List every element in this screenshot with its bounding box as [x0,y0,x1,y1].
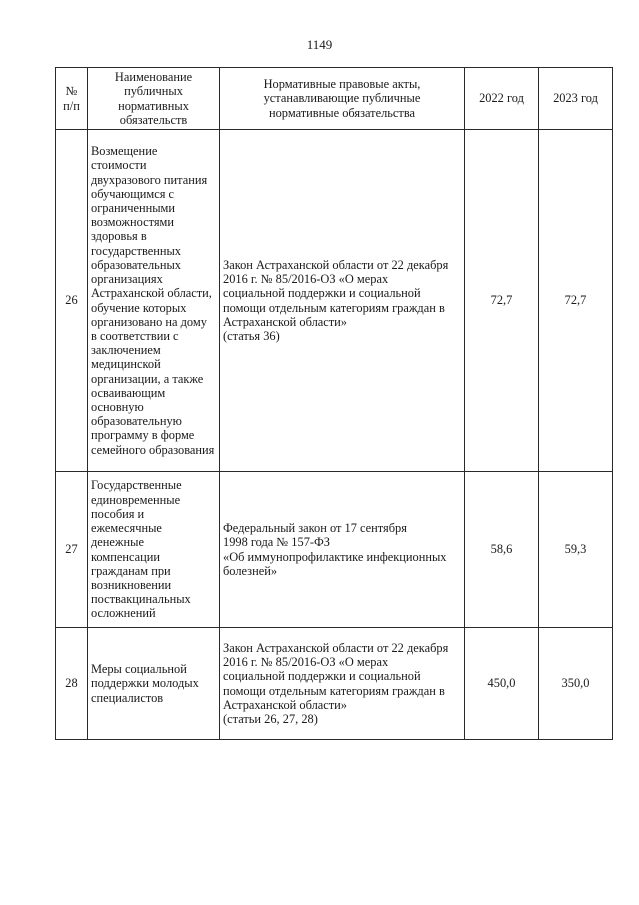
table-row [56,130,613,472]
table-row [56,472,613,628]
legal-acts: Закон Астраханской области от 22 декабря 2016 г. № 85/2016-ОЗ «О мерах социальной поддержки и социальной помощи отдельным категориям граждан в Астраханской области» (статьи 26, 27, 28) [220,628,465,740]
value-2023: 350,0 [539,628,613,740]
header-year-2023: 2023 год [539,68,613,130]
legal-acts: Федеральный закон от 17 сентября 1998 года № 157-ФЗ «Об иммунопрофилактике инфекционных болезней» [220,472,465,628]
value-2023: 59,3 [539,472,613,628]
page-number: 1149 [306,37,333,52]
obligation-name: Возмещение стоимости двухразового питания обучающимся с ограниченными возможностями здоровья в государственных образовательных организациях Астраханской области, обучение которых организовано на дому в соответствии с заключением медицинской организации, а также осваивающим основную образовательную программу в форме семейного образования [88,130,220,472]
row-number: 26 [56,130,88,472]
row-number: 28 [56,628,88,740]
header-year-2022: 2022 год [465,68,539,130]
header-acts: Нормативные правовые акты, устанавливающие публичные нормативные обязательства [220,68,465,130]
value-2023: 72,7 [539,130,613,472]
header-num: № п/п [56,68,88,130]
obligations-table [55,67,613,740]
obligation-name: Меры социальной поддержки молодых специалистов [88,628,220,740]
table-row [56,628,613,740]
table-header-row [56,68,613,130]
obligation-name: Государственные единовременные пособия и ежемесячные денежные компенсации гражданам при возникновении поствакцинальных осложнений [88,472,220,628]
value-2022: 450,0 [465,628,539,740]
row-number: 27 [56,472,88,628]
value-2022: 58,6 [465,472,539,628]
legal-acts: Закон Астраханской области от 22 декабря 2016 г. № 85/2016-ОЗ «О мерах социальной поддержки и социальной помощи отдельным категориям граждан в Астраханской области» (статья 36) [220,130,465,472]
header-name: Наименование публичных нормативных обязательств [88,68,220,130]
value-2022: 72,7 [465,130,539,472]
